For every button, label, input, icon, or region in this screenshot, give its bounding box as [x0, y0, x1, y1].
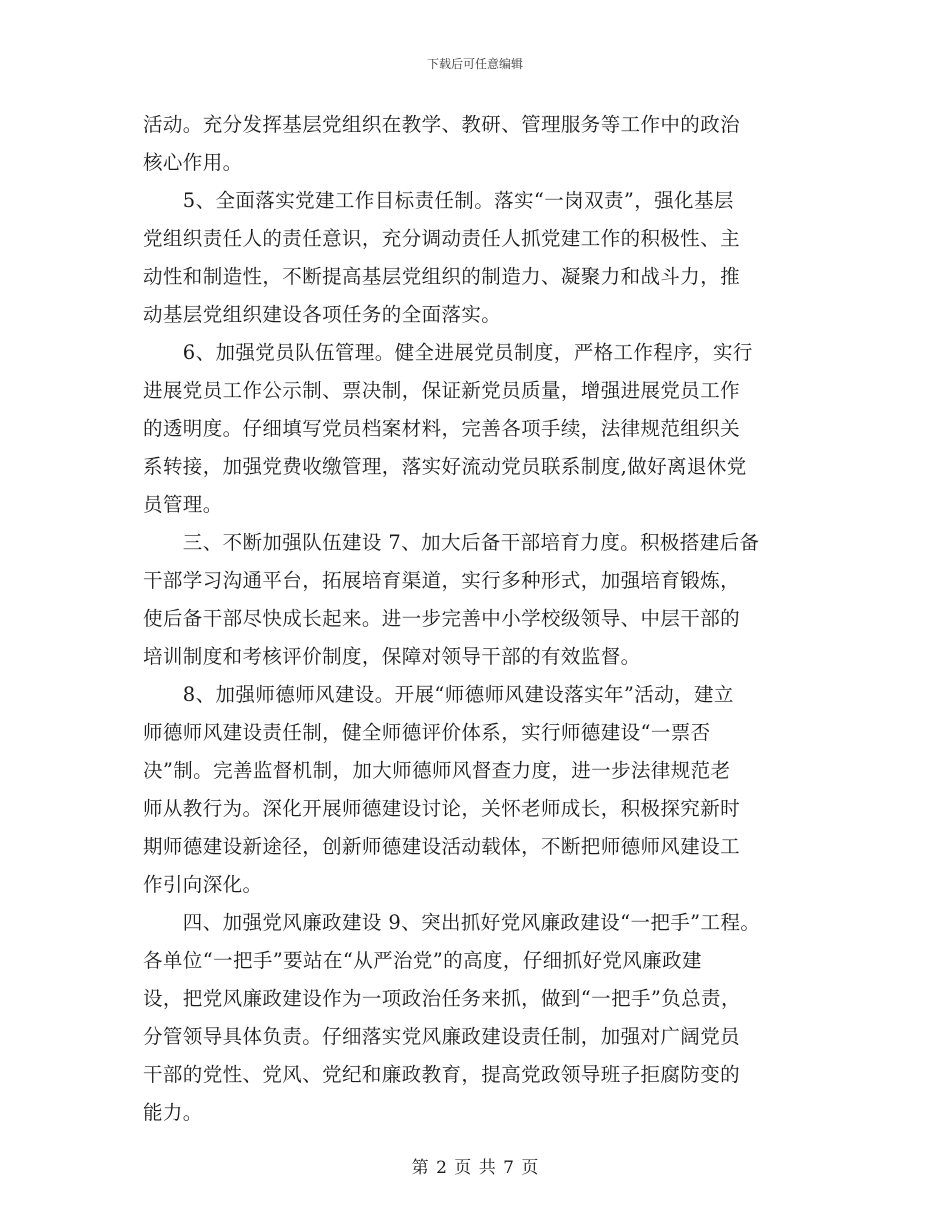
text-line: 干部的党性、党风、党纪和廉政教育，提高党政领导班子拒腐防变的 — [143, 1063, 741, 1086]
text-line: 党组织责任人的责任意识，充分调动责任人抓党建工作的积极性、主 — [143, 227, 741, 250]
text-line: 使后备干部尽快成长起来。进一步完善中小学校级领导、中层干部的 — [143, 607, 741, 630]
text-line: 活动。充分发挥基层党组织在教学、教研、管理服务等工作中的政治 — [143, 113, 741, 136]
text-line: 的透明度。仔细填写党员档案材料，完善各项手续，法律规范组织关 — [143, 417, 741, 440]
page-header-note: 下载后可任意编辑 — [426, 57, 523, 71]
text-line: 四、加强党风廉政建设 9、突出抓好党风廉政建设“一把手”工程。 — [143, 911, 761, 934]
text-line: 作引向深化。 — [143, 873, 263, 896]
text-line: 干部学习沟通平台，拓展培育渠道，实行多种形式，加强培育锻炼， — [143, 569, 741, 592]
text-line: 师从教行为。深化开展师德建设讨论，关怀老师成长，积极探究新时 — [143, 797, 741, 820]
text-line: 系转接，加强党费收缴管理，落实好流动党员联系制度,做好离退休党 — [143, 455, 747, 478]
text-line: 员管理。 — [143, 493, 223, 516]
text-line: 设，把党风廉政建设作为一项政治任务来抓，做到“一把手”负总责， — [143, 987, 741, 1010]
text-line: 期师德建设新途径，创新师德建设活动载体，不断把师德师风建设工 — [143, 835, 741, 858]
text-line: 5、全面落实党建工作目标责任制。落实“一岗双责”，强化基层 — [143, 189, 734, 212]
text-line: 三、不断加强队伍建设 7、加大后备干部培育力度。积极搭建后备 — [143, 531, 760, 554]
text-line: 8、加强师德师风建设。开展“师德师风建设落实年”活动，建立 — [143, 683, 734, 706]
text-line: 培训制度和考核评价制度，保障对领导干部的有效监督。 — [143, 645, 641, 668]
text-line: 决”制。完善监督机制，加大师德师风督查力度，进一步法律规范老 — [143, 759, 731, 782]
text-line: 各单位“一把手”要站在“从严治党”的高度，仔细抓好党风廉政建 — [143, 949, 702, 972]
document-body — [143, 106, 823, 1132]
text-line: 动基层党组织建设各项任务的全面落实。 — [143, 303, 502, 326]
text-line: 进展党员工作公示制、票决制，保证新党员质量，增强进展党员工作 — [143, 379, 741, 402]
page-number-footer: 第 2 页 共 7 页 — [411, 1158, 539, 1178]
text-line: 6、加强党员队伍管理。健全进展党员制度，严格工作程序，实行 — [143, 341, 753, 364]
text-line: 分管领导具体负责。仔细落实党风廉政建设责任制，加强对广阔党员 — [143, 1025, 741, 1048]
text-line: 能力。 — [143, 1101, 203, 1124]
text-line: 动性和制造性，不断提高基层党组织的制造力、凝聚力和战斗力，推 — [143, 265, 741, 288]
text-line: 师德师风建设责任制，健全师德评价体系，实行师德建设“一票否 — [143, 721, 711, 744]
text-line: 核心作用。 — [143, 151, 243, 174]
